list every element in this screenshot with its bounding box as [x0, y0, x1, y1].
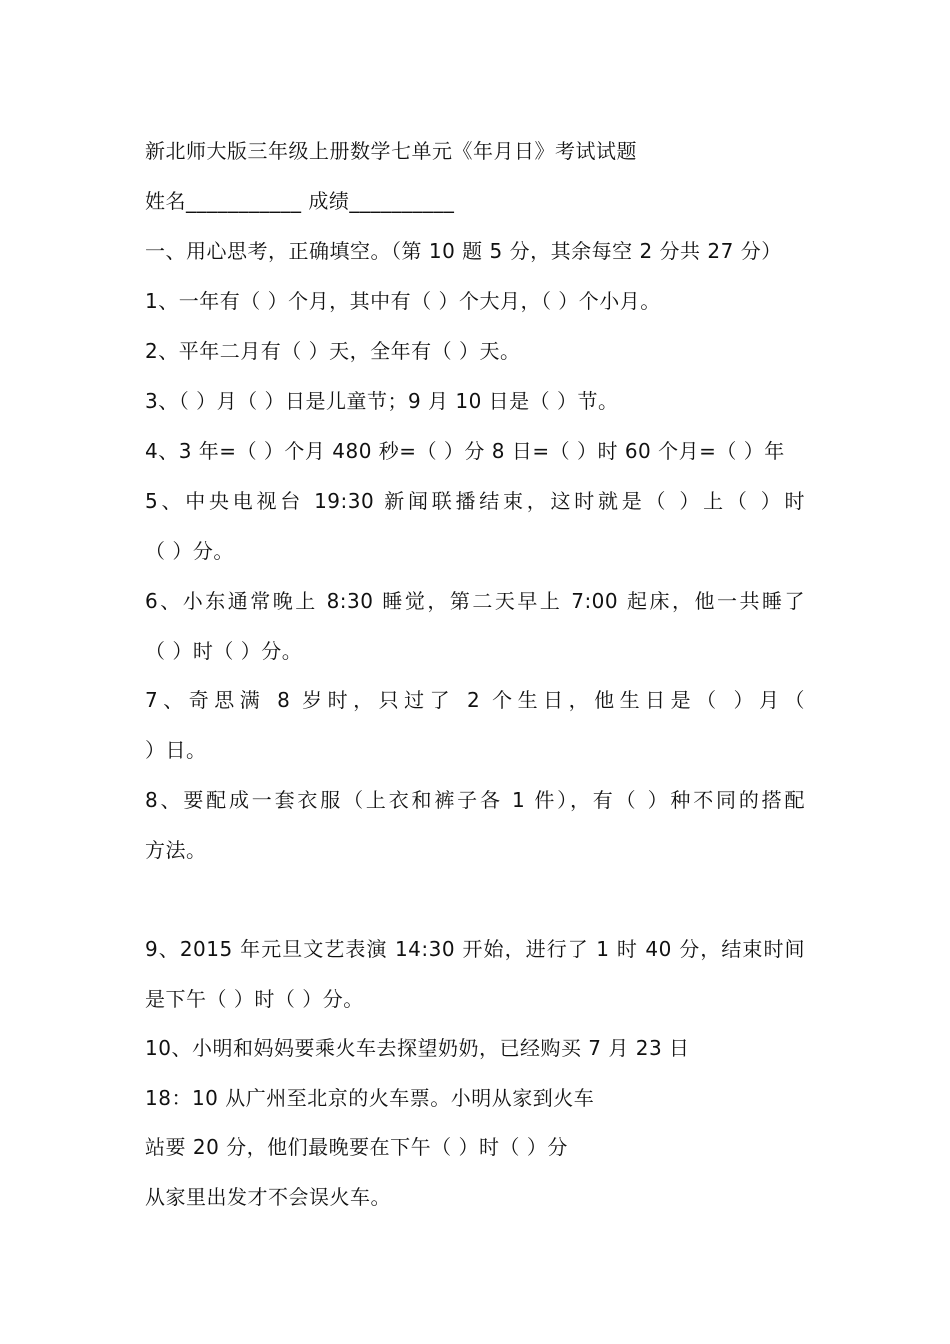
question-4: 4、3 年=（ ）个月 480 秒=（ ）分 8 日=（ ）时 60 个月=（ ）年 — [145, 439, 785, 463]
question-5-line2: （ ）分。 — [145, 539, 234, 563]
question-5-line1: 5、中央电视台 19:30 新闻联播结束，这时就是（ ）上（ ）时 — [145, 489, 805, 513]
question-6-line1: 6、小东通常晚上 8:30 睡觉，第二天早上 7:00 起床，他一共睡了 — [145, 589, 805, 613]
question-10-line3: 站要 20 分，他们最晚要在下午（ ）时（ ）分 — [145, 1135, 568, 1159]
question-8-line1: 8、要配成一套衣服（上衣和裤子各 1 件），有（ ）种不同的搭配 — [145, 788, 805, 812]
question-7-line2: ）日。 — [145, 738, 207, 762]
question-6-line2: （ ）时（ ）分。 — [145, 639, 303, 663]
question-7-line1: 7、奇思满 8 岁时，只过了 2 个生日，他生日是（ ）月（ — [145, 688, 805, 712]
name-score-line: 姓名___________ 成绩__________ — [145, 189, 455, 213]
question-10-line1: 10、小明和妈妈要乘火车去探望奶奶，已经购买 7 月 23 日 — [145, 1036, 690, 1060]
section-heading: 一、用心思考，正确填空。（第 10 题 5 分，其余每空 2 分共 27 分） — [145, 239, 782, 263]
page-title: 新北师大版三年级上册数学七单元《年月日》考试试题 — [145, 139, 637, 163]
question-3: 3、（ ）月（ ）日是儿童节；9 月 10 日是（ ）节。 — [145, 389, 619, 413]
question-2: 2、平年二月有（ ）天，全年有（ ）天。 — [145, 339, 521, 363]
question-10-line2: 18：10 从广州至北京的火车票。小明从家到火车 — [145, 1086, 595, 1110]
question-10-line4: 从家里出发才不会误火车。 — [145, 1185, 391, 1209]
question-8-line2: 方法。 — [145, 838, 207, 862]
question-9-line2: 是下午（ ）时（ ）分。 — [145, 987, 364, 1011]
question-1: 1、一年有（ ）个月，其中有（ ）个大月，（ ）个小月。 — [145, 289, 661, 313]
question-9-line1: 9、2015 年元旦文艺表演 14:30 开始，进行了 1 时 40 分，结束时间 — [145, 937, 805, 961]
